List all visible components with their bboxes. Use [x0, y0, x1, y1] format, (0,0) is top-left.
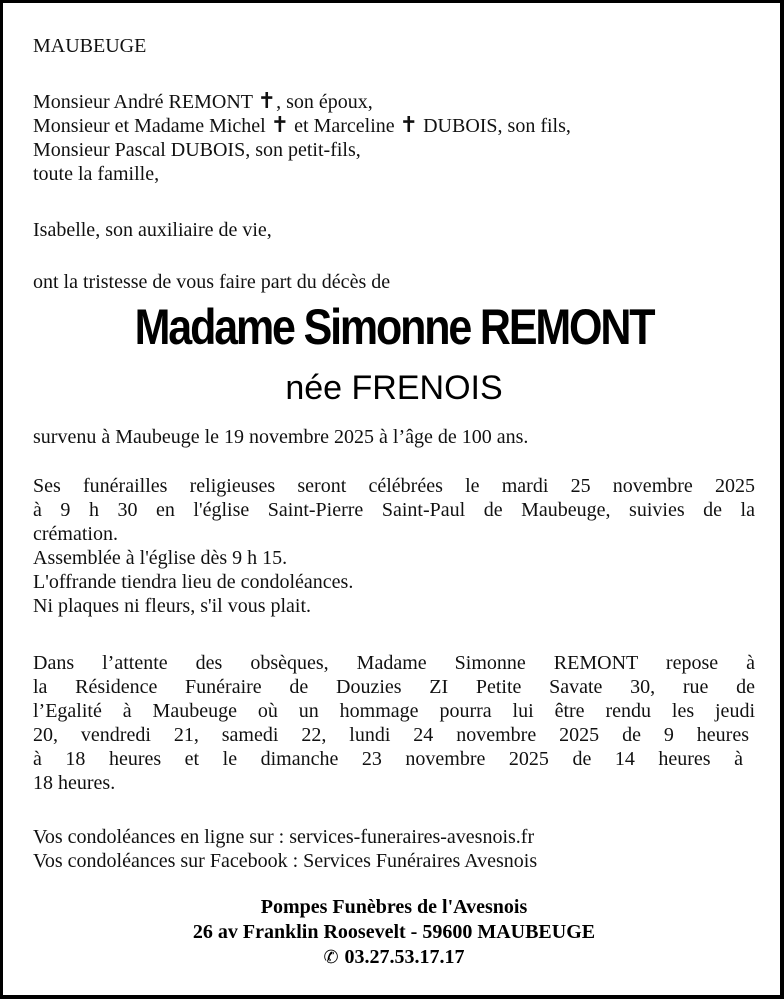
- family-line-son: [33, 114, 571, 138]
- visitation-line: la Résidence Funéraire de Douzies ZI Petite Savate 30, rue de: [33, 676, 755, 698]
- family-text: , son époux,: [276, 91, 373, 113]
- funeral-line: à 9 h 30 en l'église Saint-Pierre Saint-Paul de Maubeuge, suivies de la: [33, 499, 755, 521]
- announcement-line: ont la tristesse de vous faire part du décès de: [33, 271, 391, 293]
- funeral-line: L'offrande tiendra lieu de condoléances.: [33, 571, 354, 593]
- maiden-name: née FRENOIS: [285, 369, 503, 407]
- family-line-all: toute la famille,: [33, 163, 160, 185]
- family-line-spouse: [33, 90, 571, 114]
- funeral-home-name: Pompes Funèbres de l'Avesnois: [260, 896, 528, 918]
- visitation-line: Dans l’attente des obsèques, Madame Simonne REMONT repose à: [33, 652, 755, 674]
- family-list: [33, 90, 571, 186]
- phone-icon: ✆: [323, 947, 339, 968]
- family-text: Monsieur et Madame Michel: [33, 115, 271, 137]
- family-text: DUBOIS, son fils,: [418, 115, 571, 137]
- visitation-line: à 18 heures et le dimanche 23 novembre 2025 de 14 heures à: [33, 748, 743, 770]
- city-heading: MAUBEUGE: [33, 35, 147, 57]
- funeral-line: Ses funérailles religieuses seront célébrées le mardi 25 novembre 2025: [33, 475, 755, 497]
- death-info: survenu à Maubeuge le 19 novembre 2025 à l’âge de 100 ans.: [33, 426, 529, 448]
- cross-icon: ✝: [399, 113, 419, 138]
- visitation-line: 18 heures.: [33, 772, 116, 794]
- condolences-online: Vos condoléances en ligne sur : services-funeraires-avesnois.fr: [33, 826, 535, 848]
- cross-icon: ✝: [270, 113, 290, 138]
- family-text: et Marceline: [289, 115, 400, 137]
- deceased-name: Madame Simonne REMONT: [134, 299, 654, 355]
- funeral-line: Ni plaques ni fleurs, s'il vous plait.: [33, 595, 312, 617]
- family-line-grandson: Monsieur Pascal DUBOIS, son petit-fils,: [33, 139, 361, 161]
- visitation-line: l’Egalité à Maubeuge où un hommage pourra lui être rendu les jeudi: [33, 700, 755, 722]
- condolences-facebook: Vos condoléances sur Facebook : Services Funéraires Avesnois: [33, 850, 538, 872]
- caregiver-line: Isabelle, son auxiliaire de vie,: [33, 219, 272, 241]
- funeral-paragraph: [33, 474, 755, 618]
- visitation-line: 20, vendredi 21, samedi 22, lundi 24 novembre 2025 de 9 heures: [33, 724, 749, 746]
- family-text: Monsieur André REMONT: [33, 91, 258, 113]
- cross-icon: ✝: [257, 89, 277, 114]
- funeral-home-phone: 03.27.53.17.17: [344, 946, 465, 968]
- funeral-home-phone-line: [33, 945, 755, 970]
- funeral-home-address: 26 av Franklin Roosevelt - 59600 MAUBEUGE: [192, 921, 596, 943]
- funeral-line: Assemblée à l'église dès 9 h 15.: [33, 547, 288, 569]
- visitation-paragraph: [33, 651, 755, 795]
- funeral-line: crémation.: [33, 523, 118, 545]
